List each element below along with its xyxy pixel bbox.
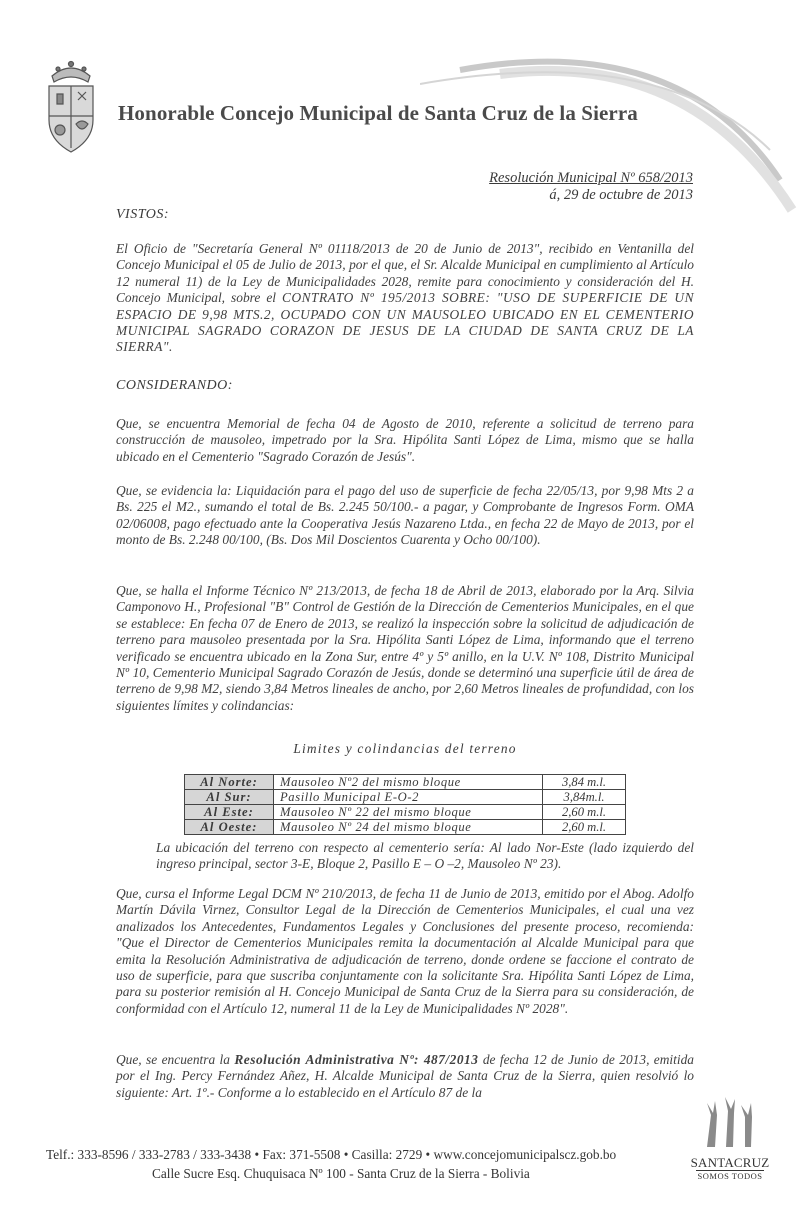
limit-value: 2,60 m.l. [543, 820, 626, 835]
coat-of-arms-crest [44, 58, 98, 158]
limit-direction: Al Oeste: [185, 820, 274, 835]
table-row [185, 820, 626, 835]
limits-table-title: Limites y colindancias del terreno [293, 741, 517, 756]
footer-address: Calle Sucre Esq. Chuquisaca Nº 100 - Santa Cruz de la Sierra - Bolivia [152, 1166, 530, 1181]
vistos-heading: VISTOS: [116, 207, 170, 222]
vistos-text: El Oficio de "Secretaría General Nº 01118/2013 de 20 de Junio de 2013", recibido en Ventanilla del Concejo Municipal el 05 de Julio de 2013, por el que, el Sr. Alcalde Municipal en cumplimiento al Artículo 12 numeral 11) de la Ley de Municipalidades 2028, remite para conocimiento y consideración del H. Concejo Municipal, sobre el [116, 241, 694, 306]
p5-start: Que, se encuentra la [116, 1052, 235, 1067]
logo-slogan-text: SOMOS TODOS [697, 1171, 763, 1181]
limit-direction: Al Este: [185, 805, 274, 820]
p5-rest: de fecha 12 de Junio de 2013, emitida por el Ing. Percy Fernández Añez, H. Alcalde Municipal de Santa Cruz de la Sierra, quien resolvió lo siguiente: Art. 1º.- Conforme a lo establecido en el Artículo 87 de la [116, 1052, 694, 1100]
resolution-block [489, 170, 693, 204]
considerando-paragraph-1: Que, se encuentra Memorial de fecha 04 de Agosto de 2010, referente a solicitud de terreno para construcción de mausoleo, impetrado por la Sra. Hipólita Santi López de Lima, mismo que se halla ubicado en el Cementerio "Sagrado Corazón de Jesús". [116, 416, 694, 464]
limit-description: Mausoleo Nº2 del mismo bloque [274, 775, 543, 790]
limit-description: Mausoleo Nº 22 del mismo bloque [274, 805, 543, 820]
contract-title: CONTRATO Nº 195/2013 SOBRE: "USO DE SUPERFICIE DE UN ESPACIO DE 9,98 MTS.2, OCUPADO CON UN MAUSOLEO UBICADO EN EL CEMENTERIO MUNICIPAL SAGRADO CORAZON DE JESUS DE LA CIUDAD DE SANTA CRUZ DE LA SIERRA". [116, 290, 694, 355]
organization-title: Honorable Concejo Municipal de Santa Cruz de la Sierra [118, 101, 638, 125]
considerando-paragraph-4: Que, cursa el Informe Legal DCM Nº 210/2013, de fecha 11 de Junio de 2013, emitido por el Abog. Adolfo Martín Dávila Virnez, Consultor Legal de la Dirección de Cementerios Municipales, el cual una vez analizados los Antecedentes, Fundamentos Legales y Conclusiones del presente proceso, recomienda: "Que el Director de Cementerios Municipales remita la documentación al Alcalde Municipal para que emita la Resolución Administrativa de adjudicación de terreno, donde ordene se faccione el contrato de uso de superficie, para que suscriba conjuntamente con la solicitante Sra. Hipólita Santi López de Lima, para su posterior remisión al H. Concejo Municipal de Santa Cruz de la Sierra para su consideración, de conformidad con el Artículo 12, numeral 11 de la Ley de Municipalidades Nº 2028". [116, 886, 694, 1016]
resolution-title: Resolución Municipal Nº 658/2013 [489, 170, 693, 186]
raised-hands-icon [695, 1095, 765, 1151]
table-row [185, 790, 626, 805]
limit-value: 2,60 m.l. [543, 805, 626, 820]
table-row [185, 775, 626, 790]
limit-description: Mausoleo Nº 24 del mismo bloque [274, 820, 543, 835]
limit-direction: Al Norte: [185, 775, 274, 790]
limit-value: 3,84 m.l. [543, 775, 626, 790]
footer-contact: Telf.: 333-8596 / 333-2783 / 333-3438 • Fax: 371-5508 • Casilla: 2729 • www.concejomunicipalscz.gob.bo [46, 1147, 617, 1162]
considerando-heading: CONSIDERANDO: [116, 378, 233, 393]
limit-direction: Al Sur: [185, 790, 274, 805]
vistos-paragraph [116, 241, 694, 356]
considerando-paragraph-2: Que, se evidencia la: Liquidación para el pago del uso de superficie de fecha 22/05/13, por 9,98 Mts 2 a Bs. 225 el M2., sumando el total de Bs. 2.245 50/100.- a pagar, y Comprobante de Ingresos Form. OMA 02/06008, pago efectuado ante la Cooperativa Jesús Nazareno Ltda., en fecha 22 de Mayo de 2013, por el monto de Bs. 2.248 00/100, (Bs. Dos Mil Doscientos Cuarenta y Ocho 00/100). [116, 483, 694, 548]
administrative-resolution: Resolución Administrativa Nº: 487/2013 [234, 1052, 479, 1067]
resolution-date: á, 29 de octubre de 2013 [549, 187, 693, 203]
santa-cruz-logo [690, 1095, 770, 1185]
limit-value: 3,84m.l. [543, 790, 626, 805]
limit-description: Pasillo Municipal E-O-2 [274, 790, 543, 805]
considerando-paragraph-3: Que, se halla el Informe Técnico Nº 213/2013, de fecha 18 de Abril de 2013, elaborado por la Arq. Silvia Camponovo H., Profesional "B" Control de Gestión de la Dirección de Cementerios Municipales, en el que se establece: En fecha 07 de Enero de 2013, se realizó la inspección sobre la solicitud de adjudicación de terreno para mausoleo presentada por la Sra. Hipólita Santi López de Lima, informando que el terreno verificado se encuentra ubicado en la Zona Sur, entre 4º y 5º anillo, en la U.V. Nº 108, Distrito Municipal Nº 10, Cementerio Municipal Sagrado Corazón de Jesús, donde se determinó una superficie útil de área de terreno de 9,98 M2, siendo 3,84 Metros lineales de ancho, por 2,60 Metros lineales de profundidad, con los siguientes límites y colindancias: [116, 583, 694, 713]
considerando-paragraph-5 [116, 1052, 694, 1101]
limits-table [184, 774, 626, 835]
location-note: La ubicación del terreno con respecto al cementerio sería: Al lado Nor-Este (lado izquierdo del ingreso principal, sector 3-E, Bloque 2, Pasillo E – O –2, Mausoleo Nº 23). [156, 840, 694, 872]
table-row [185, 805, 626, 820]
logo-brand-text: SANTACRUZ [690, 1155, 770, 1170]
